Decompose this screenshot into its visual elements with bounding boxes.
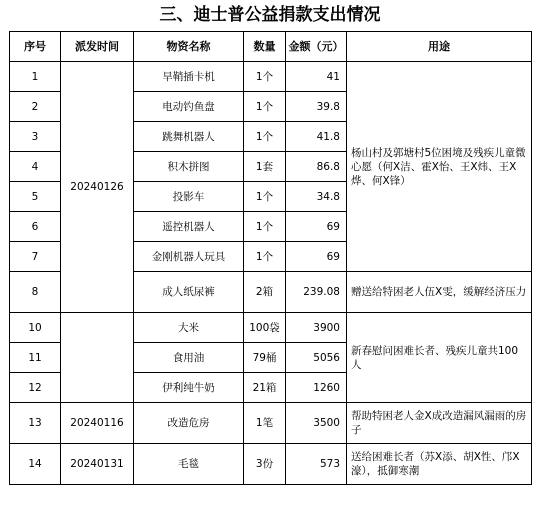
cell-seq: 12 <box>10 373 61 403</box>
cell-item: 改造危房 <box>134 403 244 444</box>
cell-item: 大米 <box>134 313 244 343</box>
cell-item: 电动钓鱼盘 <box>134 92 244 122</box>
cell-purpose: 赠送给特困老人伍Ⅹ雯，缓解经济压力 <box>347 272 532 313</box>
cell-item: 遥控机器人 <box>134 212 244 242</box>
cell-qty: 21箱 <box>244 373 286 403</box>
cell-amount: 3900 <box>286 313 347 343</box>
cell-amount: 239.08 <box>286 272 347 313</box>
cell-item: 积木拼图 <box>134 152 244 182</box>
cell-qty: 1笔 <box>244 403 286 444</box>
cell-amount: 69 <box>286 212 347 242</box>
cell-qty: 1个 <box>244 242 286 272</box>
cell-qty: 1个 <box>244 92 286 122</box>
cell-date-empty <box>61 313 134 403</box>
cell-item: 伊利纯牛奶 <box>134 373 244 403</box>
cell-qty: 79桶 <box>244 343 286 373</box>
cell-seq: 6 <box>10 212 61 242</box>
cell-item: 毛毯 <box>134 444 244 485</box>
table-row <box>10 62 532 92</box>
cell-qty: 1个 <box>244 182 286 212</box>
cell-date: 20240116 <box>61 403 134 444</box>
cell-seq: 2 <box>10 92 61 122</box>
cell-amount: 3500 <box>286 403 347 444</box>
header-qty: 数量 <box>244 32 286 62</box>
cell-amount: 41 <box>286 62 347 92</box>
cell-item: 跳舞机器人 <box>134 122 244 152</box>
header-purpose: 用途 <box>347 32 532 62</box>
cell-purpose-merged: 杨山村及郭塘村5位困境及残疾儿童微心愿（何Ⅹ洁、霍Ⅹ怡、王Ⅹ炜、王Ⅹ烨、何Ⅹ锋） <box>347 62 532 272</box>
cell-qty: 1套 <box>244 152 286 182</box>
cell-date-merged: 20240126 <box>61 62 134 313</box>
cell-item: 成人纸尿裤 <box>134 272 244 313</box>
cell-seq: 11 <box>10 343 61 373</box>
cell-amount: 1260 <box>286 373 347 403</box>
cell-purpose: 帮助特困老人金Ⅹ成改造漏风漏雨的房子 <box>347 403 532 444</box>
cell-purpose-merged: 新春慰问困难长者、残疾儿童共100人 <box>347 313 532 403</box>
cell-amount: 86.8 <box>286 152 347 182</box>
cell-amount: 69 <box>286 242 347 272</box>
cell-seq: 7 <box>10 242 61 272</box>
page-title: 三、迪士普公益捐款支出情况 <box>159 5 381 25</box>
cell-amount: 41.8 <box>286 122 347 152</box>
cell-seq: 5 <box>10 182 61 212</box>
header-item: 物资名称 <box>134 32 244 62</box>
cell-seq: 14 <box>10 444 61 485</box>
cell-seq: 8 <box>10 272 61 313</box>
cell-seq: 3 <box>10 122 61 152</box>
expense-table <box>9 31 532 485</box>
cell-date: 20240131 <box>61 444 134 485</box>
header-amount: 金额（元） <box>286 32 347 62</box>
cell-item: 食用油 <box>134 343 244 373</box>
cell-item: 投影车 <box>134 182 244 212</box>
header-row <box>10 32 532 62</box>
cell-item: 旱鞘插卡机 <box>134 62 244 92</box>
table-row <box>10 444 532 485</box>
cell-amount: 34.8 <box>286 182 347 212</box>
cell-seq: 10 <box>10 313 61 343</box>
cell-qty: 1个 <box>244 62 286 92</box>
header-seq: 序号 <box>10 32 61 62</box>
cell-qty: 2箱 <box>244 272 286 313</box>
cell-qty: 1个 <box>244 122 286 152</box>
header-date: 派发时间 <box>61 32 134 62</box>
cell-qty: 1个 <box>244 212 286 242</box>
cell-seq: 1 <box>10 62 61 92</box>
cell-seq: 4 <box>10 152 61 182</box>
cell-qty: 3份 <box>244 444 286 485</box>
table-row <box>10 313 532 343</box>
cell-qty: 100袋 <box>244 313 286 343</box>
cell-amount: 39.8 <box>286 92 347 122</box>
table-row <box>10 403 532 444</box>
cell-seq: 13 <box>10 403 61 444</box>
cell-amount: 573 <box>286 444 347 485</box>
cell-purpose: 送给困难长者（苏Ⅹ添、胡Ⅹ性、邝Ⅹ濠），抵御寒潮 <box>347 444 532 485</box>
cell-amount: 5056 <box>286 343 347 373</box>
cell-item: 金刚机器人玩具 <box>134 242 244 272</box>
